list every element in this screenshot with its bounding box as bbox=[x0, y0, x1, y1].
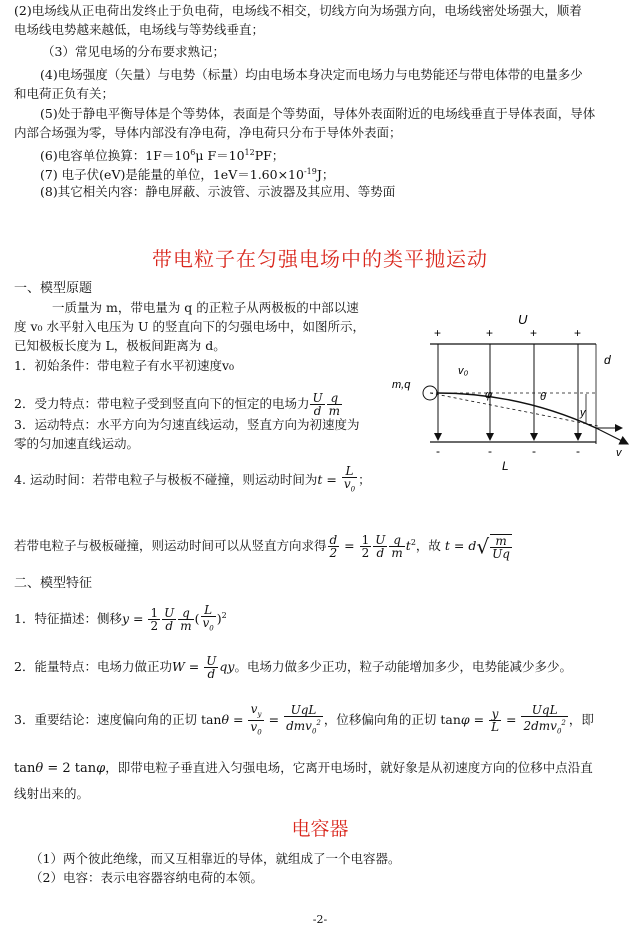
item-time-collision: 若带电粒子与极板碰撞，则运动时间可以从竖直方向求得 $\frac{d}{2}$ = $\frac{1}{2}$ $\frac{U}{d}$ $\frac{q}{m}$ $t^2$，故 t = d√ $\frac{m}{Uq}$ bbox=[14, 533, 510, 561]
item-motion-line1: 3．运动特点：水平方向为匀速直线运动，竖直方向为初速度为 bbox=[14, 417, 360, 432]
theta-label: θ bbox=[540, 391, 546, 403]
phi-label: φ bbox=[485, 389, 493, 401]
problem-line3: 已知极板长度为 L，极板间距离为 d。 bbox=[14, 338, 226, 353]
item-4-line2: 和电荷正负有关； bbox=[14, 86, 115, 101]
voltage-label: U bbox=[518, 312, 528, 327]
item-5-line2: 内部合场强为零，导体内部没有净电荷，净电荷只分布于导体外表面； bbox=[14, 125, 402, 140]
item-7: (7) 电子伏(eV)是能量的单位，$1eV=1.60\times 10^{-19}J$； bbox=[40, 167, 335, 183]
svg-text:-: - bbox=[488, 444, 492, 458]
conclusion-line1: tanθ = 2 tanφ，即带电粒子垂直进入匀强电场，它离开电场时，就好象是从初速度方向的位移中点沿直 bbox=[14, 760, 593, 776]
item-force: 2．受力特点：带电粒子受到竖直向下的恒定的电场力 $\frac{U}{d}$ $\frac{q}{m}$ bbox=[14, 391, 340, 418]
section-title-projectile: 带电粒子在匀强电场中的类平抛运动 bbox=[152, 247, 488, 271]
feature-displacement: 1．特征描述：侧移y = $\frac{1}{2}$ $\frac{U}{d}$ $\frac{q}{m}$ ( $\frac{L}{v_0}$ )$^2$ bbox=[14, 603, 227, 634]
heading-model-problem: 一、模型原题 bbox=[14, 281, 93, 296]
feature-conclusion: 3．重要结论：速度偏向角的正切 tanθ = $\frac{v_y}{v_0}$ = $\frac{\text{UqL}}{dmv_0^2}$ ，位移偏向角的正切 tanφ = $\frac{y}{L}$ = $\frac{\text{UqL}}{2dmv_0^2}$ ，即 bbox=[14, 701, 594, 737]
page-number: -2- bbox=[312, 913, 328, 926]
svg-text:-: - bbox=[532, 444, 536, 458]
capacitor-p1: （1）两个彼此绝缘，而又互相靠近的导体，就组成了一个电容器。 bbox=[30, 851, 401, 866]
y-label: y bbox=[580, 407, 586, 419]
field-lines bbox=[438, 344, 578, 440]
item-initial-condition: 1．初始条件：带电粒子有水平初速度v₀ bbox=[14, 358, 235, 373]
field-diagram bbox=[390, 304, 635, 474]
svg-text:+: + bbox=[530, 326, 538, 340]
svg-text:+: + bbox=[574, 326, 582, 340]
problem-line1: 一质量为 m，带电量为 q 的正粒子从两极板的中部以速 bbox=[52, 300, 359, 315]
heading-model-features: 二、模型特征 bbox=[14, 576, 93, 591]
item-2-line2: 电场线电势越来越低，电场线与等势线垂直； bbox=[14, 22, 265, 37]
svg-text:-: - bbox=[436, 444, 440, 458]
displacement-line bbox=[430, 393, 598, 426]
problem-line2: 度 v₀ 水平射入电压为 U 的竖直向下的匀强电场中，如图所示， bbox=[14, 319, 366, 334]
velocity-arrow bbox=[596, 428, 628, 444]
item-5-line1: (5)处于静电平衡导体是个等势体，表面是个等势面，导体外表面附近的电场线垂直于导体表面，导体 bbox=[40, 106, 596, 121]
d-label: d bbox=[604, 353, 611, 367]
plus-signs bbox=[434, 326, 581, 340]
v-label: v bbox=[616, 447, 622, 459]
item-4-line1: (4)电场强度（矢量）与电势（标量）均由电场本身决定而电场力与电势能还与带电体带的电量多少 bbox=[40, 67, 583, 82]
item-6: (6)电容单位换算：$1F=10^6\mu$ $F=10^{12}PF$； bbox=[40, 148, 285, 164]
mq-label: m,q bbox=[392, 379, 411, 391]
minus-signs bbox=[436, 444, 580, 458]
item-motion-line2: 零的匀加速直线运动。 bbox=[14, 436, 140, 451]
svg-text:-: - bbox=[576, 444, 580, 458]
item-8: (8)其它相关内容：静电屏蔽、示波管、示波器及其应用、等势面 bbox=[40, 184, 396, 199]
v0-label: v₀ bbox=[458, 365, 469, 377]
item-2-line1: (2)电场线从正电荷出发终止于负电荷，电场线不相交，切线方向为场强方向，电场线密处场强大，顺着 bbox=[14, 3, 582, 18]
svg-text:+: + bbox=[486, 326, 494, 340]
section-title-capacitor: 电容器 bbox=[291, 818, 349, 840]
feature-energy: 2．能量特点：电场力做正功W = $\frac{U}{d}$ qy。电场力做多少正功，粒子动能增加多少，电势能减少多少。 bbox=[14, 654, 572, 681]
conclusion-line2: 线射出来的。 bbox=[14, 786, 90, 801]
svg-text:+: + bbox=[434, 326, 442, 340]
item-time: 4. 运动时间：若带电粒子与极板不碰撞，则运动时间为t = $\frac{L}{v_0}$ ； bbox=[14, 464, 371, 494]
item-3: （3）常见电场的分布要求熟记； bbox=[42, 44, 225, 59]
capacitor-p2: （2）电容：表示电容器容纳电荷的本领。 bbox=[30, 870, 263, 885]
L-label: L bbox=[502, 459, 509, 473]
trajectory bbox=[437, 393, 596, 428]
